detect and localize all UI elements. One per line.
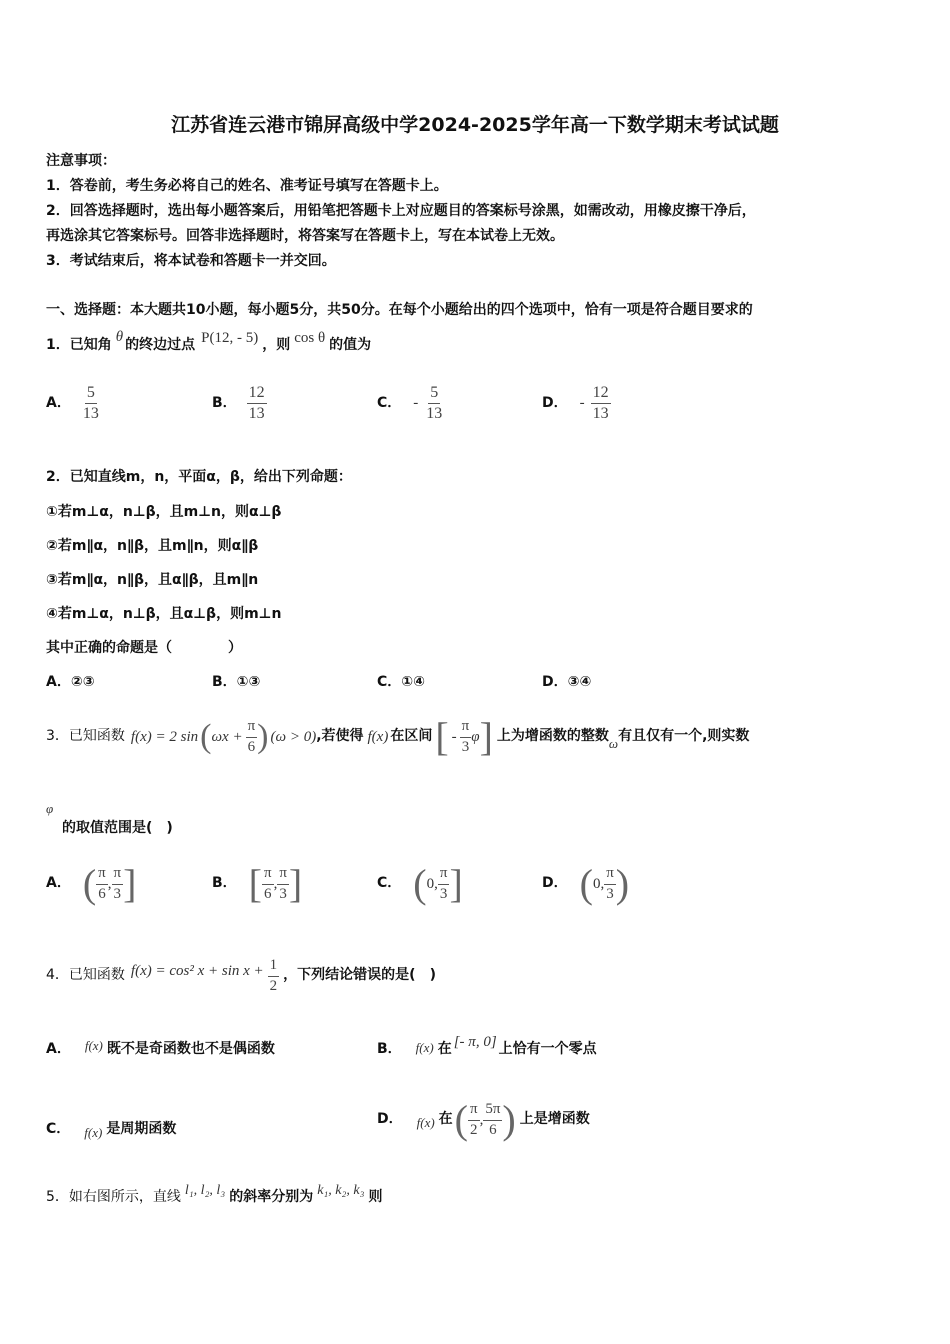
question-5: 5．如右图所示，直线 l₁, l₂, l₃ 的斜率分别为 k₁, k₂, k₃ 则 bbox=[46, 1180, 382, 1216]
page-title: 江苏省连云港市锦屏高级中学2024-2025学年高一下数学期末考试试题 bbox=[171, 114, 779, 136]
q4-option-b[interactable]: B． f(x) 在 [- π, 0] 上恰有一个零点 bbox=[377, 1034, 597, 1057]
q1-option-a[interactable]: A． $\frac{5}{13}$ bbox=[46, 384, 99, 423]
q1-option-a-fraction: $\frac{5}{13}$ bbox=[82, 384, 99, 423]
notice-item-1: 1．答卷前，考生务必将自己的姓名、准考证号填写在答题卡上。 bbox=[46, 178, 448, 194]
q3-option-c[interactable]: C． ( 0 , $\frac{\pi}{3}$ ] bbox=[377, 861, 463, 906]
q1-option-d[interactable]: D． - $\frac{12}{13}$ bbox=[542, 384, 609, 423]
q3-option-d[interactable]: D． ( 0 , $\frac{\pi}{3}$ ) bbox=[542, 861, 630, 906]
notice-heading: 注意事项： bbox=[46, 153, 116, 169]
section-heading: 一、选择题：本大题共10小题，每小题5分，共50分。在每个小题给出的四个选项中，恰有一项是符合题目要求的 bbox=[46, 302, 753, 318]
q2-option-c[interactable]: C．①④ bbox=[377, 674, 425, 690]
q2-proposition-4: ④若m⊥α，n⊥β，且α⊥β，则m⊥n bbox=[46, 606, 282, 622]
notice-item-3: 3．考试结束后，将本试卷和答题卡一并交回。 bbox=[46, 253, 336, 269]
q1-point: P(12, - 5) bbox=[201, 329, 259, 346]
q1-mid: 的终边过点 bbox=[125, 337, 196, 354]
q4-prefix: 4．已知函数 bbox=[46, 967, 125, 984]
q1-option-b[interactable]: B． $\frac{12}{13}$ bbox=[212, 384, 265, 423]
q1-cos: cos θ bbox=[294, 329, 326, 346]
q1-option-b-fraction: $\frac{12}{13}$ bbox=[248, 384, 265, 423]
q4-func: f(x) = cos² x + sin x + bbox=[130, 962, 264, 979]
question-3: 3．已知函数 f(x) = 2 sin ( ωx + $\frac{\pi}{6}$ ) (ω > 0) ,若使得 f(x) 在区间 [ - $\frac{\pi}{3}$ φ ] 上为增函数的整数 ω 有且仅有一个,则实数 bbox=[46, 714, 750, 759]
q3-condition: (ω > 0) bbox=[270, 728, 317, 745]
q2-proposition-1: ①若m⊥α，n⊥β，且m⊥n，则α⊥β bbox=[46, 504, 282, 520]
q2-proposition-2: ②若m∥α，n∥β，且m∥n，则α∥β bbox=[46, 538, 259, 554]
q4-option-d[interactable]: D． f(x) 在 ( $\frac{\pi}{2}$ , $\frac{5\pi}{6}$ ) 上是增函数 bbox=[377, 1097, 590, 1142]
notice-item-2a: 2．回答选择题时，选出每小题答案后，用铅笔把答题卡上对应题目的答案标号涂黑，如需改动，用橡皮擦干净后， bbox=[46, 203, 756, 219]
question-2-stem: 2．已知直线m，n，平面α，β，给出下列命题： bbox=[46, 469, 352, 485]
q1-option-d-fraction: $\frac{12}{13}$ bbox=[592, 384, 609, 423]
q5-lines: l₁, l₂, l₃ bbox=[184, 1183, 226, 1199]
notice-item-2b: 再选涂其它答案标号。回答非选择题时，将答案写在答题卡上，写在本试卷上无效。 bbox=[46, 228, 564, 244]
q4-option-a[interactable]: A． f(x) 既不是奇函数也不是偶函数 bbox=[46, 1037, 275, 1057]
q3-func: f(x) = 2 sin bbox=[130, 728, 199, 745]
q1-option-c[interactable]: C． - $\frac{5}{13}$ bbox=[377, 384, 443, 423]
q1-post: 的值为 bbox=[329, 337, 372, 354]
q4-option-c[interactable]: C． f(x) 是周期函数 bbox=[46, 1121, 177, 1140]
q1-option-c-fraction: $\frac{5}{13}$ bbox=[426, 384, 443, 423]
q2-option-b[interactable]: B．①③ bbox=[212, 674, 261, 690]
q1-prefix: 1．已知角 bbox=[46, 337, 112, 354]
q3-option-a[interactable]: A． ( $\frac{\pi}{6}$ , $\frac{\pi}{3}$ ] bbox=[46, 861, 137, 906]
question-4: 4．已知函数 f(x) = cos² x + sin x + $\frac{1}{2}$ ，下列结论错误的是( ) bbox=[46, 957, 436, 994]
q3-phi-symbol: φ bbox=[46, 801, 54, 816]
q3-prefix: 3．已知函数 bbox=[46, 728, 125, 745]
q2-option-a[interactable]: A．②③ bbox=[46, 674, 95, 690]
q2-option-d[interactable]: D．③④ bbox=[542, 674, 592, 690]
q1-theta: θ bbox=[115, 328, 124, 345]
q1-mid2: ，则 bbox=[262, 337, 291, 354]
q5-slopes: k₁, k₂, k₃ bbox=[317, 1183, 365, 1199]
q3-option-b[interactable]: B． [ $\frac{\pi}{6}$ , $\frac{\pi}{3}$ ] bbox=[212, 861, 303, 906]
q5-prefix: 5．如右图所示，直线 bbox=[46, 1189, 181, 1206]
q2-ask: 其中正确的命题是（ ） bbox=[46, 640, 242, 656]
question-1 bbox=[46, 326, 371, 366]
q2-proposition-3: ③若m∥α，n∥β，且α∥β，且m∥n bbox=[46, 572, 259, 588]
q3-line2: 的取值范围是( ) bbox=[62, 820, 173, 836]
